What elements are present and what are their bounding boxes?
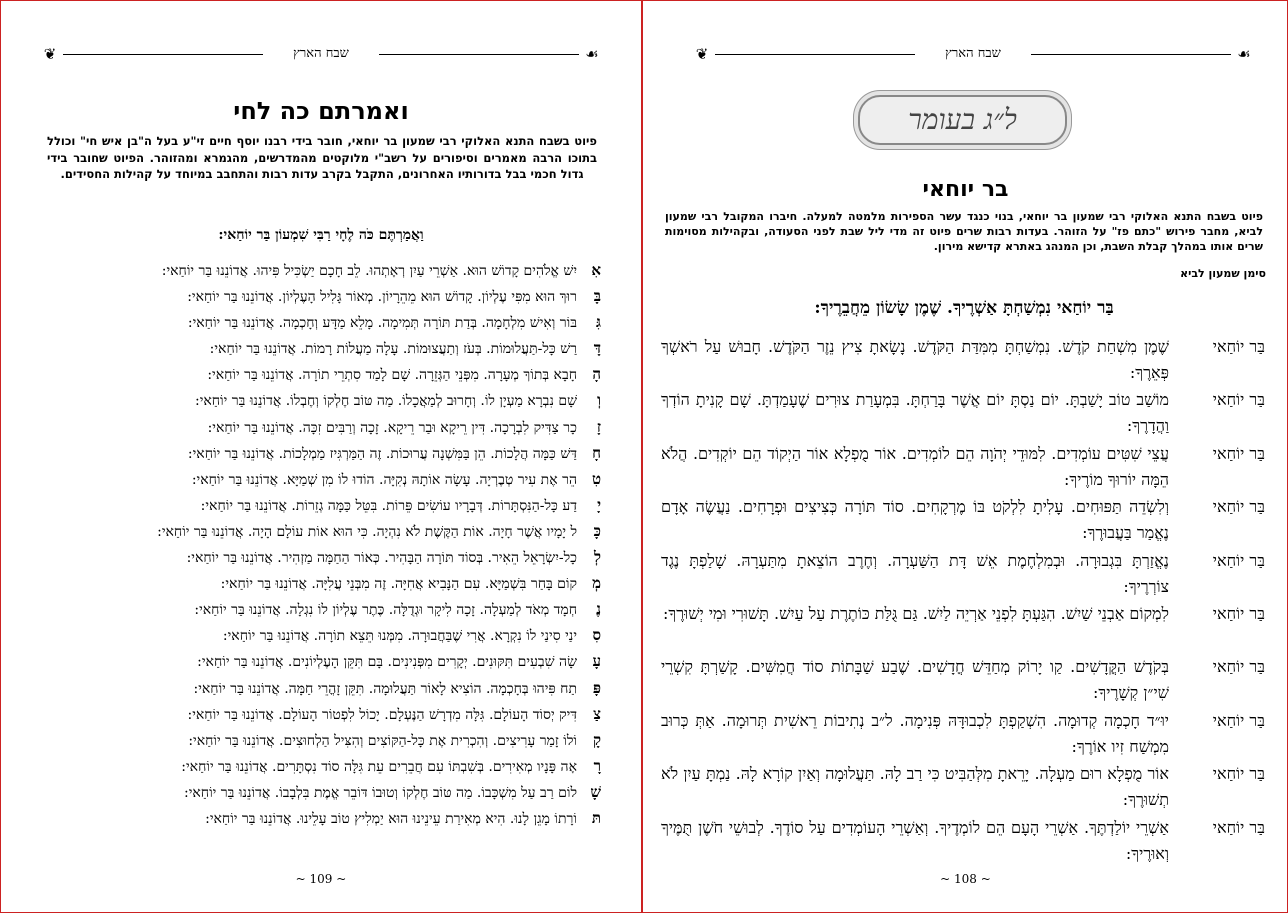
- poem-line: [41, 727, 601, 753]
- poem-line-text: ל יָמָיו אֲשֶׁר חָיָה. אוֹת הַקֶּשֶׁת לֹא נִהְיָה. כִּי הוּא אוֹת עוֹלָם הָיָה. אֲדוֹנֵנוּ בַּר יוֹחַאי:: [157, 523, 577, 540]
- stanza-text: יוּ״ד חָכְמָה קְדוּמָה. הִשְׁקַפְתָּ לִכְבוּדָּהּ פְּנִימָה. ל״ב נְתִיבוֹת רֵאשִׁית תְּרוּמָה. אַתְּ כְּרוּב מִמְשַׁח זִיו אוֹרֶךָ:: [661, 710, 1169, 756]
- acrostic-letter: סִ: [592, 626, 601, 645]
- acrostic-letter: רָ: [593, 756, 601, 775]
- acrostic-letter: יָ: [597, 495, 601, 514]
- acrostic-letter: הָ: [592, 365, 601, 384]
- poem-line-text: חְמָד מְאֹד לְמַעְלָה. זָכָה לִיקָר וּגְדֻלָּה. כֶּתֶר עֶלְיוֹן לוֹ נִגְלָה. אֲדוֹנֵנוּ בַּר יוֹחַאי:: [194, 602, 577, 619]
- poem-line: [41, 257, 601, 283]
- acrostic-letter: וְ: [597, 391, 601, 410]
- acrostic-letter: חָ: [592, 443, 601, 462]
- poem-line: [41, 570, 601, 596]
- poem-subtitle: וַאֲמַרְתֶּם כֹּה לֶחָי רַבִּי שִׁמְעוֹן בַּר יוֹחַאי:: [218, 227, 424, 243]
- acrostic-letter: תּ: [591, 808, 601, 827]
- poem-line: [41, 335, 601, 361]
- stanza-label: בַּר יוֹחַאי: [1212, 764, 1265, 784]
- acrostic-letter: עָ: [592, 652, 601, 671]
- left-page: [1, 1, 641, 912]
- stanza: [661, 441, 1265, 494]
- stanza: [661, 761, 1265, 814]
- stanza: [661, 708, 1265, 761]
- ornament-icon: ❦: [43, 45, 57, 63]
- poem-line-text: יִשׁ אֱלֹהִים קָדוֹשׁ הוּא. אַשְׁרֵי עַיִן רְאָתְהוּ. לֵב חָכָם יַשְׂכִּיל פִּיהוּ. אֲדוֹנֵנוּ בַּר יוֹחַאי:: [161, 263, 577, 279]
- acrostic-letter: נֶ: [596, 600, 601, 619]
- poem-line: [41, 414, 601, 440]
- stanza-label: בַּר יוֹחַאי: [1212, 390, 1265, 410]
- poem-line-text: שָׂה שִׁבְעִים תִּקּוּנִים. יְקָרִים מִפְּנִינִים. בָּם תִּקֵּן הָעֶלְיוֹנִים. אֲדוֹנֵנוּ בַּר יוֹחַאי:: [197, 654, 577, 671]
- stanza-text: נֶאֱזַרְתָּ בִּגְבוּרָה. וּבְמִלְחֶמֶת אֵשׁ דָּת הַשַּׁעְרָה. וְחֶרֶב הוֹצֵאתָ מִתַּעְרָהּ. שָׁלַפְתָּ נֶגֶד צוֹרְרֶיךָ:: [661, 550, 1169, 596]
- poem-line-text: תַח פִּיהוּ בְּחָכְמָה. הוֹצִיא לָאוֹר תַּעֲלוּמָה. תִּקֵּן זָהֳרֵי חַמָּה. אֲדוֹנֵנוּ בַּר יוֹחַאי:: [193, 680, 577, 697]
- poem-line-text: כָר צַדִּיק לִבְרָכָה. דִּין רֵיקָא וּבַר רֵיקָא. זָכָה וְרַבִּים זִכָּה. אֲדוֹנֵנוּ בַּר יוֹחַאי:: [207, 419, 577, 436]
- poem-line: [41, 361, 601, 387]
- intro-paragraph: פיוט בשבח התנא האלוקי רבי שמעון בר יוחאי, חובר בידי רבנו יוסף חיים זי"ע בעל ה"בן איש חי" וכולל בתוכו הרבה מאמרים וסיפורים על רשב"י מלוקטים מהמדרשים, מהגמרא ומהזוהר. הפיוט שחובר בידי גדול חכמי בבל בדורותיו האחרונים, התקבל בקרב עדות רבות והתחבב במיוחד על קהילות החסידים.: [47, 134, 597, 181]
- ornament-icon: ❦: [695, 45, 709, 63]
- acrostic-letter: כָּ: [593, 521, 601, 540]
- acrostic-letter: קָ: [592, 730, 601, 749]
- poem: [41, 257, 601, 831]
- stanza-label: בַּר יוֹחַאי: [1212, 337, 1265, 356]
- running-head-label: שבח הארץ: [693, 45, 1253, 63]
- stanza-text: אַשְׁרֵי יוֹלַדְתֶּךָ. אַשְׁרֵי הָעָם הֵם לוֹמְדֶיךָ. וְאַשְׁרֵי הָעוֹמְדִים עַל סוֹדֶךָ. לְבוּשֵׁי חֹשֶׁן תֻּמֶּיךָ וְאוּרֶיךָ:: [661, 817, 1169, 863]
- stanza: [661, 815, 1265, 868]
- acrostic-letter: זָ: [596, 417, 601, 436]
- acrostic-letter: דָּ: [593, 339, 601, 358]
- poem-line: [41, 805, 601, 831]
- author-credit: סימן שמעון לביא: [1180, 267, 1266, 280]
- poem-line: [41, 466, 601, 492]
- ornament-icon: ☙: [1237, 45, 1251, 63]
- acrostic-letter: אִ: [591, 261, 601, 279]
- page-number: ~ 109 ~: [295, 872, 347, 886]
- acrostic-letter: מְ: [592, 574, 601, 593]
- poem-line-text: דַּשׁ כַּמָּה הֲלָכוֹת. הֵן בַּמִּשְׁנָה עֲרוּכוֹת. זֶה הַמַּרְגִּיז מַמְלָכוֹת. אֲדוֹנֵנוּ בַּר יוֹחַאי:: [187, 445, 577, 462]
- poem-chorus: בַּר יוֹחַאי נִמְשַׁחְתָּ אַשְׁרֶיךָ. שֶׁמֶן שָׂשׂוֹן מֵחֲבֵרֶיךָ:: [814, 298, 1114, 318]
- stanza-label: בַּר יוֹחַאי: [1212, 657, 1265, 677]
- stanza-label: בַּר יוֹחַאי: [1212, 603, 1265, 623]
- poem-line: [41, 753, 601, 779]
- page-title: בר יוחאי: [922, 177, 1009, 202]
- poem-line-text: רַשׁ כָּל-תַּעֲלוּמוֹת. בְּעֹז וְתַעֲצוּמוֹת. עָלָה מַעֲלוֹת רָמוֹת. אֲדוֹנֵנוּ בַּר יוֹחַאי:: [209, 341, 577, 358]
- poem-line-text: אָה פָּנָיו מְאִירִים. בְּשִׁבְתּוֹ עִם חֲבֵרִים עֵת גִּלָּה סוֹד נִסְתָּרִים. אֲדוֹנֵנוּ בַּר יוֹחַאי:: [181, 758, 577, 775]
- section-banner: ל״ג בעומר: [858, 95, 1067, 145]
- poem-line: [41, 596, 601, 622]
- acrostic-letter: פָּ: [592, 678, 601, 697]
- poem-line-text: בּוֹר וְאִישׁ מִלְחָמָה. בְּדַת תּוֹרָה תְּמִימָה. מָלֵא מַדָּע וְחָכְמָה. אֲדוֹנֵנוּ בַּר יוֹחַאי:: [187, 315, 577, 332]
- stanza-text: לִמְקוֹם אַבְנֵי שַׁיִשׁ. הִגַּעְתָּ לִפְנֵי אַרְיֵה לַיִשׁ. גַּם גֻּלַּת כּוֹתֶרֶת עַל עַיִשׁ. תָּשׁוּרִי וּמִי יְשׁוּרֶךָ:: [663, 603, 1169, 623]
- acrostic-letter: בָּ: [593, 287, 601, 306]
- poem-line-text: דַע כָּל-הַנִּסְתָּרוֹת. דְּבָרָיו עוֹשִׂים פֵּרוֹת. בִּטֵּל כַּמָּה גְזֵרוֹת. אֲדוֹנֵנוּ בַּר יוֹחַאי:: [200, 497, 577, 514]
- poem-line-text: רוּךְ הוּא מִפִּי עֶלְיוֹן. קָדוֹשׁ הוּא מֵהֵרָיוֹן. מְאוֹר גָּלִיל הָעֶלְיוֹן. אֲדוֹנֵנוּ בַּר יוֹחַאי:: [187, 289, 577, 306]
- stanza-text: בְּקֹדֶשׁ הַקֳּדָשִׁים. קַו יָרוֹק מְחַדֵּשׁ חֳדָשִׁים. שֶׁבַע שַׁבָּתוֹת סוֹד חֲמִשִּׁים. קָשַׁרְתָּ קִשְׁרֵי שִׁי״ן קְשָׁרֶיךָ:: [661, 657, 1169, 703]
- running-head: [41, 45, 601, 65]
- poem-line: [41, 309, 601, 335]
- page-number: ~ 108 ~: [940, 872, 991, 886]
- poem-line: [41, 492, 601, 518]
- acrostic-letter: גִּ: [596, 313, 601, 332]
- stanza: [661, 494, 1265, 547]
- page-title: ואמרתם כה לחי: [233, 97, 409, 125]
- poem-line-text: שָׁם נִבְרָא מַעְיָן לוֹ. וְחָרוּב לְמַאֲכָלוֹ. מַה טּוֹב חֶלְקוֹ וְחֶבְלוֹ. אֲדוֹנֵנוּ בַּר יוֹחַאי:: [194, 393, 577, 410]
- poem: [661, 334, 1265, 868]
- stanza-label: בַּר יוֹחַאי: [1212, 710, 1265, 730]
- stanza: [661, 654, 1265, 707]
- poem-line-text: כָל-יִשְׂרָאֵל הֵאִיר. בְּסוֹד תּוֹרָה הַבָּהִיר. כְּאוֹר הַחַמָּה מַזְהִיר. אֲדוֹנֵנוּ בַּר יוֹחַאי:: [186, 550, 577, 567]
- poem-line-text: חָבָא בְּתוֹךְ מְעָרָה. מִפְּנֵי הַגְּזֵרָה. שָׁם לָמַד סִתְרֵי תוֹרָה. אֲדוֹנֵנוּ בַּר יוֹחַאי:: [207, 367, 577, 384]
- acrostic-letter: צַ: [593, 704, 601, 723]
- stanza-text: שֶׁמֶן מִשְׁחַת קֹדֶשׁ. נִמְשַׁחְתָּ מִמִּדַּת הַקֹּדֶשׁ. נָשָׂאתָ צִיץ נֵזֶר הַקֹּדֶשׁ. חָבוּשׁ עַל רֹאשְׁךָ פְּאֵרֶךָ:: [661, 337, 1169, 382]
- poem-line: [41, 518, 601, 544]
- poem-line-text: וֹרָתוֹ מָגֵן לָנוּ. הִיא מְאִירַת עֵינֵינוּ הוּא יַמְלִיץ טוֹב עָלֵינוּ. אֲדוֹנֵנוּ בַּר יוֹחַאי:: [205, 810, 577, 827]
- stanza-label: בַּר יוֹחַאי: [1212, 817, 1265, 837]
- poem-line: [41, 622, 601, 648]
- poem-line-text: קוֹם בָּחַר בִּשְׁמַיָּא. עִם הַנָּבִיא אֲחִיָּה. זֶה מִבְּנֵי עֲלִיָּה. אֲדוֹנֵנוּ בַּר יוֹחַאי:: [220, 576, 577, 593]
- intro-paragraph: פיוט בשבח התנא האלוקי רבי שמעון בר יוחאי, בנוי כנגד עשר הספירות מלמטה למעלה. חיברו המקובל רבי שמעון לביא, מחבר פירוש "כתם פז" על הזוהר. בעדות רבות שרים פיוט זה מדי ליל שבת לפני הסעודה, ובקהילות מסוימות שרים אותו במהלך קבלת השבת, וכן המנהג באתרא קדישא מירון.: [665, 210, 1263, 253]
- poem-line: [41, 675, 601, 701]
- poem-line: [41, 779, 601, 805]
- right-page: [643, 1, 1288, 912]
- poem-line: [41, 387, 601, 413]
- stanza-text: עֲצֵי שִׁטִּים עוֹמְדִים. לִמּוּדֵי יְהֹוָה הֵם לוֹמְדִים. אוֹר מֻפְלָא אוֹר הַיְקוֹד הֵם יוֹקְדִים. הֲלֹא הֵמָּה יוֹרוּךָ מוֹרֶיךָ:: [661, 443, 1169, 489]
- poem-line-text: הֵר אֶת עִיר טְבֶרְיָה. עָשָׂה אוֹתָהּ נְקִיָּה. הוֹדוּ לוֹ מִן שְׁמַיָּא. אֲדוֹנֵנוּ בַּר יוֹחַאי:: [191, 471, 577, 488]
- stanza: [661, 601, 1265, 654]
- poem-line: [41, 283, 601, 309]
- poem-line: [41, 440, 601, 466]
- stanza: [661, 387, 1265, 440]
- poem-line-text: ינַי סִינַי לוֹ נִקְרָא. אֲרִי שֶׁבַּחֲבוּרָה. מִמְּנוּ תֵּצֵא תוֹרָה. אֲדוֹנֵנוּ בַּר יוֹחַאי:: [222, 628, 577, 645]
- stanza-text: וְלִשְׂדֵה תַּפּוּחִים. עָלִיתָ לִלְקֹט בּוֹ מֶרְקָחִים. סוֹד תּוֹרָה כְּצִיצִים וּפְרָחִים. נַעֲשֶׂה אָדָם נֶאֱמַר בַּעֲבוּרֶךָ:: [661, 497, 1169, 543]
- poem-line: [41, 648, 601, 674]
- poem-line: [41, 701, 601, 727]
- poem-line-text: וֹלוֹ זָמַר עָרִיצִים. וְהִכְרִית אֶת כָּל-הַקּוֹצִים וְהִצִּיל הַלְחוּצִים. אֲדוֹנֵנוּ בַּר יוֹחַאי:: [188, 732, 577, 749]
- running-head-label: שבח הארץ: [41, 45, 601, 63]
- running-head: [693, 45, 1253, 65]
- poem-line: [41, 544, 601, 570]
- stanza-label: בַּר יוֹחַאי: [1212, 497, 1265, 517]
- stanza-text: אוֹר מֻפְלָא רוּם מַעְלָה. יָרֵאתָ מִלְּהַבִּיט כִּי רַב לָהּ. תַּעֲלוּמָה וְאַיִן קוֹרָא לָהּ. נַמְתָּ עַיִן לֹא תְשׁוּרֶךָ:: [661, 764, 1169, 810]
- poem-line-text: דִּיק יְסוֹד הָעוֹלָם. גִּלָּה מִדְרָשׁ הַנֶּעְלָם. יָכוֹל לִפְטוֹר הָעוֹלָם. אֲדוֹנֵנוּ בַּר יוֹחַאי:: [187, 706, 577, 723]
- stanza-label: בַּר יוֹחַאי: [1212, 550, 1265, 570]
- acrostic-letter: טִ: [591, 469, 601, 488]
- stanza-label: בַּר יוֹחַאי: [1212, 443, 1265, 463]
- stanza: [661, 548, 1265, 601]
- ornament-icon: ☙: [585, 45, 599, 63]
- acrostic-letter: שָׁ: [590, 782, 601, 801]
- stanza-text: מוֹשַׁב טוֹב יָשַׁבְתָּ. יוֹם נַסְתָּ יוֹם אֲשֶׁר בָּרַחְתָּ. בִּמְעָרַת צוּרִים שֶׁעָמַדְתָּ. שָׁם קָנִיתָ הוֹדְךָ וַהֲדָרֶךָ:: [661, 390, 1169, 436]
- poem-line-text: לוֹם רַב עַל מִשְׁכָּבוֹ. מַה טּוֹב חֶלְקוֹ וְטוּבוֹ דּוֹבֵר אֱמֶת בִּלְבָבוֹ. אֲדוֹנֵנוּ בַּר יוֹחַאי:: [184, 784, 577, 801]
- stanza: [661, 334, 1265, 387]
- acrostic-letter: לְ: [593, 548, 601, 567]
